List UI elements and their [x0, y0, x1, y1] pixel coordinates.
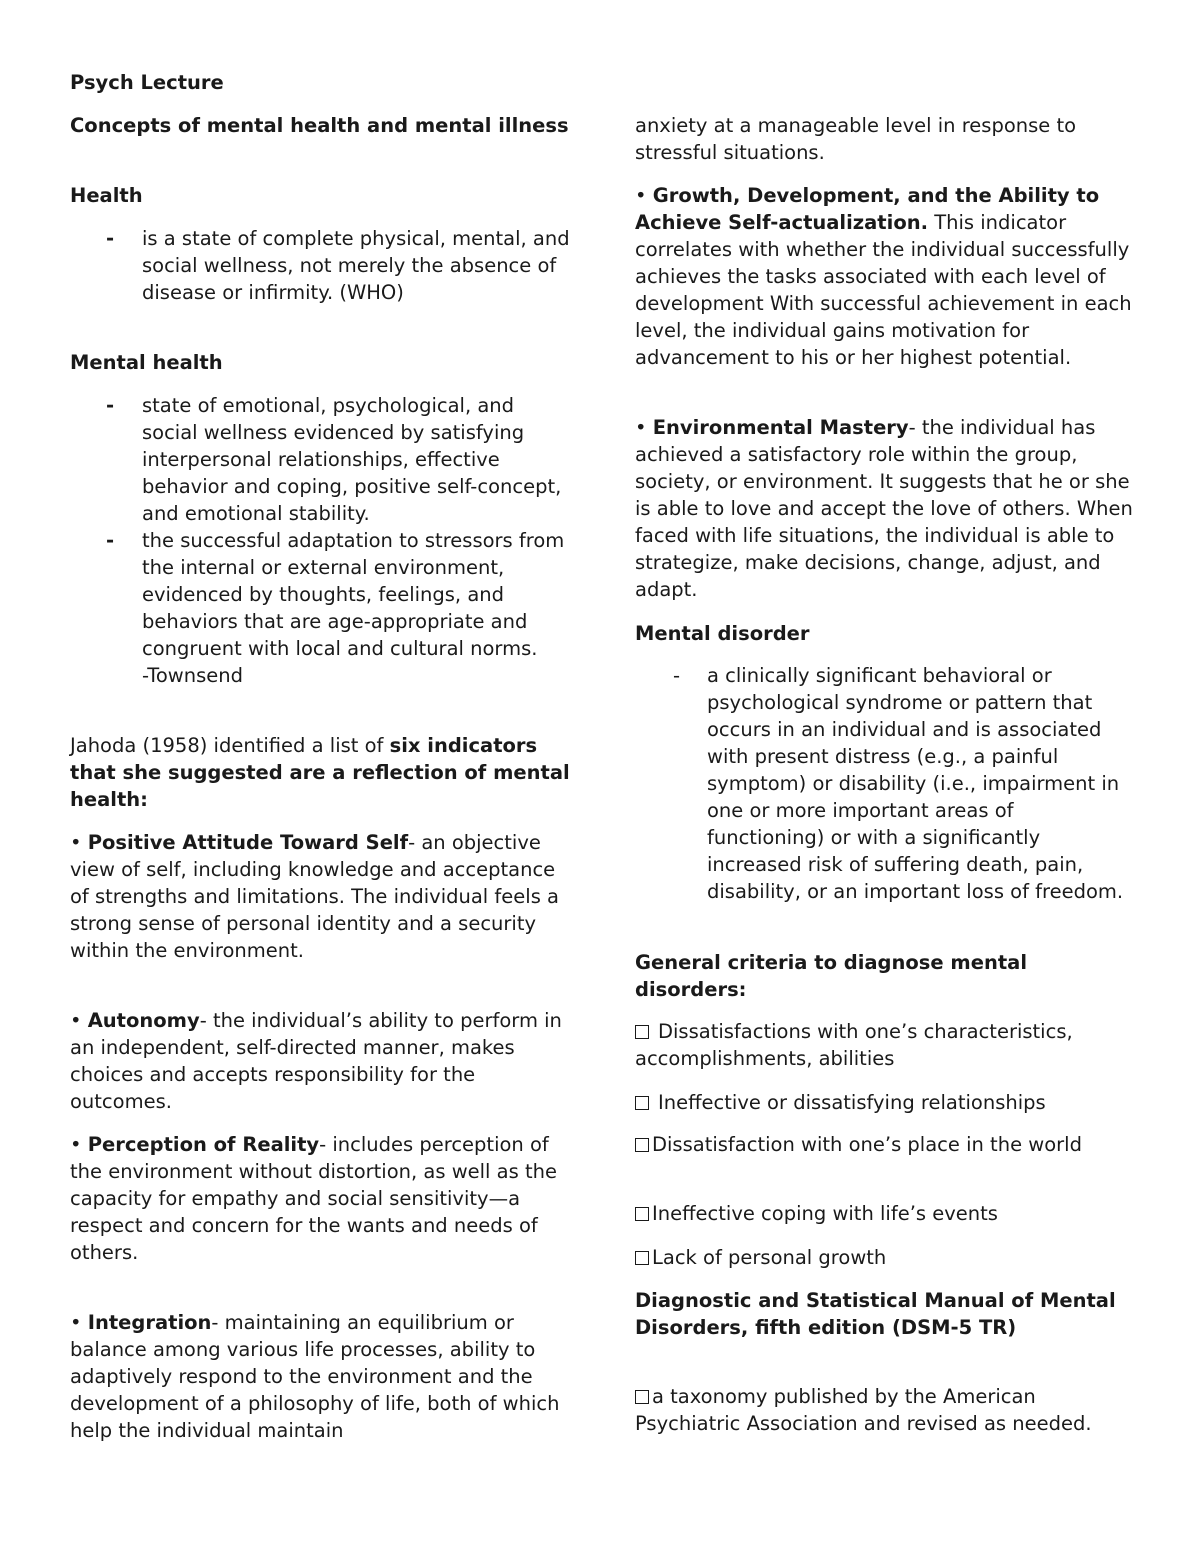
dsm-item	[635, 1383, 1135, 1437]
criteria-heading: General criteria to diagnose mental disorders:	[635, 951, 1027, 1001]
dash-bullet: -	[673, 664, 681, 687]
criteria-item	[635, 1131, 1135, 1158]
indicator-term: Integration	[87, 1311, 212, 1334]
indicator-autonomy	[70, 1007, 570, 1115]
mental-disorder-definition: a clinically significant behavioral or psychological syndrome or pattern that occurs in an individual and is associated with present distress (e.g., a painful symptom) or disability (i.e., impairment in one or more important areas of functioning) or with a significantly increased risk of suffering death, pain, disability, or an important loss of freedom.	[707, 664, 1124, 903]
indicator-perception-of-reality	[70, 1131, 570, 1266]
indicator-positive-attitude	[70, 829, 570, 964]
indicator-text: - the individual has achieved a satisfactory role within the group, society, or environment. It suggests that he or she is able to love and accept the love of others. When faced with life situations, the individual is able to strategize, make decisions, change, adjust, and adapt.	[635, 416, 1133, 601]
townsend-attribution: -Townsend	[142, 664, 243, 687]
indicator-text: This indicator correlates with whether the individual successfully achieves the tasks associated with each level of development With successful achievement in each level, the individual gains motivation for advancement to his or her highest potential.	[635, 211, 1132, 369]
list-item	[70, 527, 570, 689]
list-item	[70, 392, 570, 527]
criteria-item	[635, 1089, 1135, 1116]
mental-disorder-heading: Mental disorder	[635, 622, 810, 645]
criteria-text: Ineffective coping with life’s events	[652, 1202, 998, 1225]
criteria-text: Ineffective or dissatisfying relationships	[658, 1091, 1046, 1114]
indicator-text: - the individual’s ability to perform in an independent, self-directed manner, makes choices and accepts responsibility for the outcomes.	[70, 1009, 562, 1113]
integration-continuation: anxiety at a manageable level in response to stressful situations.	[635, 114, 1077, 164]
indicator-term: Environmental Mastery	[652, 416, 909, 439]
dash-bullet: -	[106, 227, 115, 250]
mental-health-definition-1: state of emotional, psychological, and social wellness evidenced by satisfying interpersonal relationships, effective behavior and coping, positive self-concept, and emotional stability.	[142, 394, 562, 525]
mental-disorder-list	[635, 662, 1135, 905]
dsm-text: a taxonomy published by the American Psychiatric Association and revised as needed.	[635, 1385, 1092, 1435]
list-item	[70, 225, 570, 306]
checkbox-bullet-icon	[635, 1138, 649, 1152]
bullet: •	[70, 1133, 88, 1156]
criteria-item	[635, 1018, 1135, 1072]
mental-health-list	[70, 392, 570, 689]
dsm-heading: Diagnostic and Statistical Manual of Mental Disorders, fifth edition (DSM-5 TR)	[635, 1289, 1116, 1339]
indicator-environmental-mastery	[635, 414, 1135, 603]
indicator-text: - maintaining an equilibrium or balance among various life processes, ability to adaptively respond to the environment and the development of a philosophy of life, both of which help the individual maintain	[70, 1311, 560, 1442]
jahoda-intro	[70, 732, 570, 813]
bullet: •	[635, 416, 653, 439]
dash-bullet: -	[106, 529, 115, 552]
health-definition: is a state of complete physical, mental, and social wellness, not merely the absence of disease or infirmity. (WHO)	[142, 227, 570, 304]
checkbox-bullet-icon	[635, 1025, 649, 1039]
health-list	[70, 225, 570, 306]
checkbox-bullet-icon	[635, 1390, 649, 1404]
bullet: •	[70, 1311, 88, 1334]
list-item	[635, 662, 1135, 905]
criteria-text: Dissatisfaction with one’s place in the world	[652, 1133, 1082, 1156]
indicator-term: Autonomy	[87, 1009, 200, 1032]
indicator-term: Positive Attitude Toward Self	[87, 831, 409, 854]
indicator-integration	[70, 1309, 570, 1444]
bullet: •	[70, 831, 88, 854]
indicator-term: Growth, Development, and the Ability to Achieve Self-actualization.	[635, 184, 1100, 234]
checkbox-bullet-icon	[635, 1096, 649, 1110]
criteria-text: Lack of personal growth	[652, 1246, 887, 1269]
jahoda-bold-text: six indicators that she suggested are a reflection of mental health:	[70, 734, 570, 811]
jahoda-plain-text: Jahoda (1958) identified a list of	[70, 734, 390, 757]
bullet: •	[635, 184, 653, 207]
criteria-text: Dissatisfactions with one’s characteristics, accomplishments, abilities	[635, 1020, 1073, 1070]
concepts-heading: Concepts of mental health and mental illness	[70, 114, 569, 137]
checkbox-bullet-icon	[635, 1207, 649, 1221]
indicator-text: - an objective view of self, including knowledge and acceptance of strengths and limitations. The individual feels a strong sense of personal identity and a security within the environment.	[70, 831, 560, 962]
indicator-growth-development	[635, 182, 1135, 371]
bullet: •	[70, 1009, 88, 1032]
indicator-term: Perception of Reality	[87, 1133, 320, 1156]
checkbox-bullet-icon	[635, 1251, 649, 1265]
dash-bullet: -	[106, 394, 115, 417]
criteria-item	[635, 1244, 1135, 1271]
criteria-item	[635, 1200, 1135, 1227]
health-heading: Health	[70, 184, 143, 207]
indicator-text: - includes perception of the environment without distortion, as well as the capacity for empathy and social sensitivity—a respect and concern for the wants and needs of others.	[70, 1133, 557, 1264]
mental-health-definition-2: the successful adaptation to stressors from the internal or external environment, evidenced by thoughts, feelings, and behaviors that are age-appropriate and congruent with local and cultural norms.	[142, 529, 565, 660]
mental-health-heading: Mental health	[70, 351, 223, 374]
document-title: Psych Lecture	[70, 71, 224, 94]
